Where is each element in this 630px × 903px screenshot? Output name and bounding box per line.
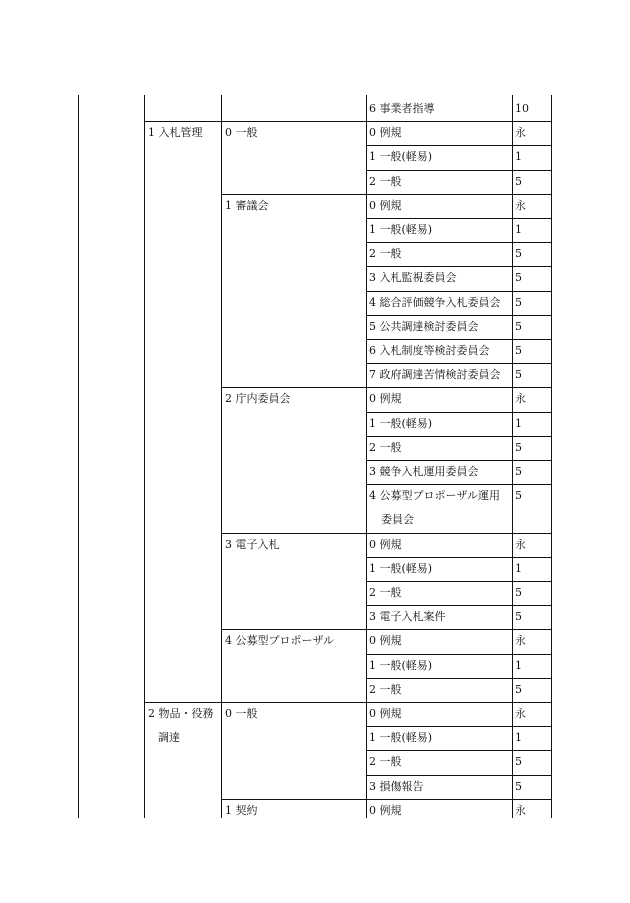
retention-years: 5: [515, 344, 522, 357]
retention-years: 永: [515, 126, 526, 139]
item-label: 1 一般(軽易): [369, 223, 433, 236]
retention-years: 5: [515, 320, 522, 333]
row-rule: [366, 557, 551, 558]
item-label: 3 入札監視委員会: [369, 271, 457, 284]
column-rule-5: [551, 95, 552, 818]
section-label-cont: 調達: [158, 731, 180, 744]
category-label: 0 一般: [225, 707, 258, 720]
retention-years: 5: [515, 780, 522, 793]
item-label: 3 損傷報告: [369, 780, 424, 793]
row-rule: [366, 266, 551, 267]
retention-years: 永: [515, 707, 526, 720]
row-rule: [366, 460, 551, 461]
retention-years: 5: [515, 296, 522, 309]
retention-years: 5: [515, 368, 522, 381]
item-label: 0 例規: [369, 126, 402, 139]
category-label: 4 公募型プロポーザル: [225, 634, 334, 647]
item-label: 1 一般(軽易): [369, 417, 433, 430]
item-label: 4 公募型プロポーザル運用: [369, 489, 500, 502]
section-label: 1 入札管理: [148, 126, 203, 139]
retention-years: 1: [515, 150, 522, 163]
column-rule-0: [78, 95, 79, 818]
row-rule: [366, 726, 551, 727]
row-rule: [366, 170, 551, 171]
item-label: 6 入札制度等検討委員会: [369, 344, 490, 357]
retention-years: 5: [515, 441, 522, 454]
row-rule: [366, 363, 551, 364]
item-label: 4 総合評価競争入札委員会: [369, 296, 501, 309]
retention-years: 5: [515, 271, 522, 284]
item-label: 3 電子入札案件: [369, 610, 446, 623]
category-rule: [221, 194, 551, 195]
retention-years: 5: [515, 465, 522, 478]
item-label: 0 例規: [369, 392, 402, 405]
item-label: 7 政府調達苦情検討委員会: [369, 368, 501, 381]
row-rule: [366, 750, 551, 751]
column-rule-2: [221, 95, 222, 818]
row-rule: [366, 315, 551, 316]
item-label: 1 一般(軽易): [369, 150, 433, 163]
item-label: 2 一般: [369, 755, 402, 768]
item-label: 1 一般(軽易): [369, 659, 433, 672]
retention-years: 5: [515, 683, 522, 696]
item-label: 2 一般: [369, 441, 402, 454]
retention-years: 5: [515, 489, 522, 502]
section-rule: [144, 702, 551, 703]
item-label: 0 例規: [369, 634, 402, 647]
item-label: 1 一般(軽易): [369, 731, 433, 744]
row-rule: [366, 581, 551, 582]
retention-years: 1: [515, 223, 522, 236]
item-label: 2 一般: [369, 683, 402, 696]
item-label: 0 例規: [369, 707, 402, 720]
row-rule: [366, 218, 551, 219]
category-rule: [221, 629, 551, 630]
retention-years: 永: [515, 804, 526, 817]
retention-years: 永: [515, 634, 526, 647]
item-label: 2 一般: [369, 175, 402, 188]
retention-years: 永: [515, 199, 526, 212]
item-label: 5 公共調達検討委員会: [369, 320, 479, 333]
retention-years: 1: [515, 562, 522, 575]
row-rule: [366, 242, 551, 243]
retention-years: 永: [515, 392, 526, 405]
retention-years: 5: [515, 610, 522, 623]
item-label: 2 一般: [369, 586, 402, 599]
column-rule-4: [512, 95, 513, 818]
row-rule: [366, 145, 551, 146]
retention-years: 1: [515, 731, 522, 744]
item-label: 6 事業者指導: [369, 102, 435, 115]
retention-years: 5: [515, 586, 522, 599]
retention-years: 1: [515, 659, 522, 672]
row-rule: [366, 678, 551, 679]
retention-years: 1: [515, 417, 522, 430]
retention-years: 5: [515, 247, 522, 260]
item-label: 1 一般(軽易): [369, 562, 433, 575]
item-label: 2 一般: [369, 247, 402, 260]
row-rule: [366, 339, 551, 340]
row-rule: [366, 436, 551, 437]
retention-years: 10: [515, 102, 529, 115]
row-rule: [366, 484, 551, 485]
column-rule-3: [366, 95, 367, 818]
item-label-cont: 委員会: [381, 513, 414, 526]
row-rule: [366, 291, 551, 292]
category-rule: [221, 799, 551, 800]
item-label: 0 例規: [369, 804, 402, 817]
category-label: 0 一般: [225, 126, 258, 139]
category-rule: [221, 533, 551, 534]
category-label: 3 電子入札: [225, 538, 280, 551]
category-label: 2 庁内委員会: [225, 392, 291, 405]
category-rule: [221, 387, 551, 388]
category-label: 1 審議会: [225, 199, 269, 212]
retention-years: 永: [515, 538, 526, 551]
row-rule: [366, 775, 551, 776]
item-label: 0 例規: [369, 199, 402, 212]
item-label: 3 競争入札運用委員会: [369, 465, 479, 478]
retention-years: 5: [515, 175, 522, 188]
item-label: 0 例規: [369, 538, 402, 551]
section-label: 2 物品・役務: [148, 707, 214, 720]
row-rule: [366, 605, 551, 606]
category-label: 1 契約: [225, 804, 258, 817]
row-rule: [366, 654, 551, 655]
section-rule: [144, 121, 551, 122]
row-rule: [366, 412, 551, 413]
column-rule-1: [144, 95, 145, 818]
retention-years: 5: [515, 755, 522, 768]
